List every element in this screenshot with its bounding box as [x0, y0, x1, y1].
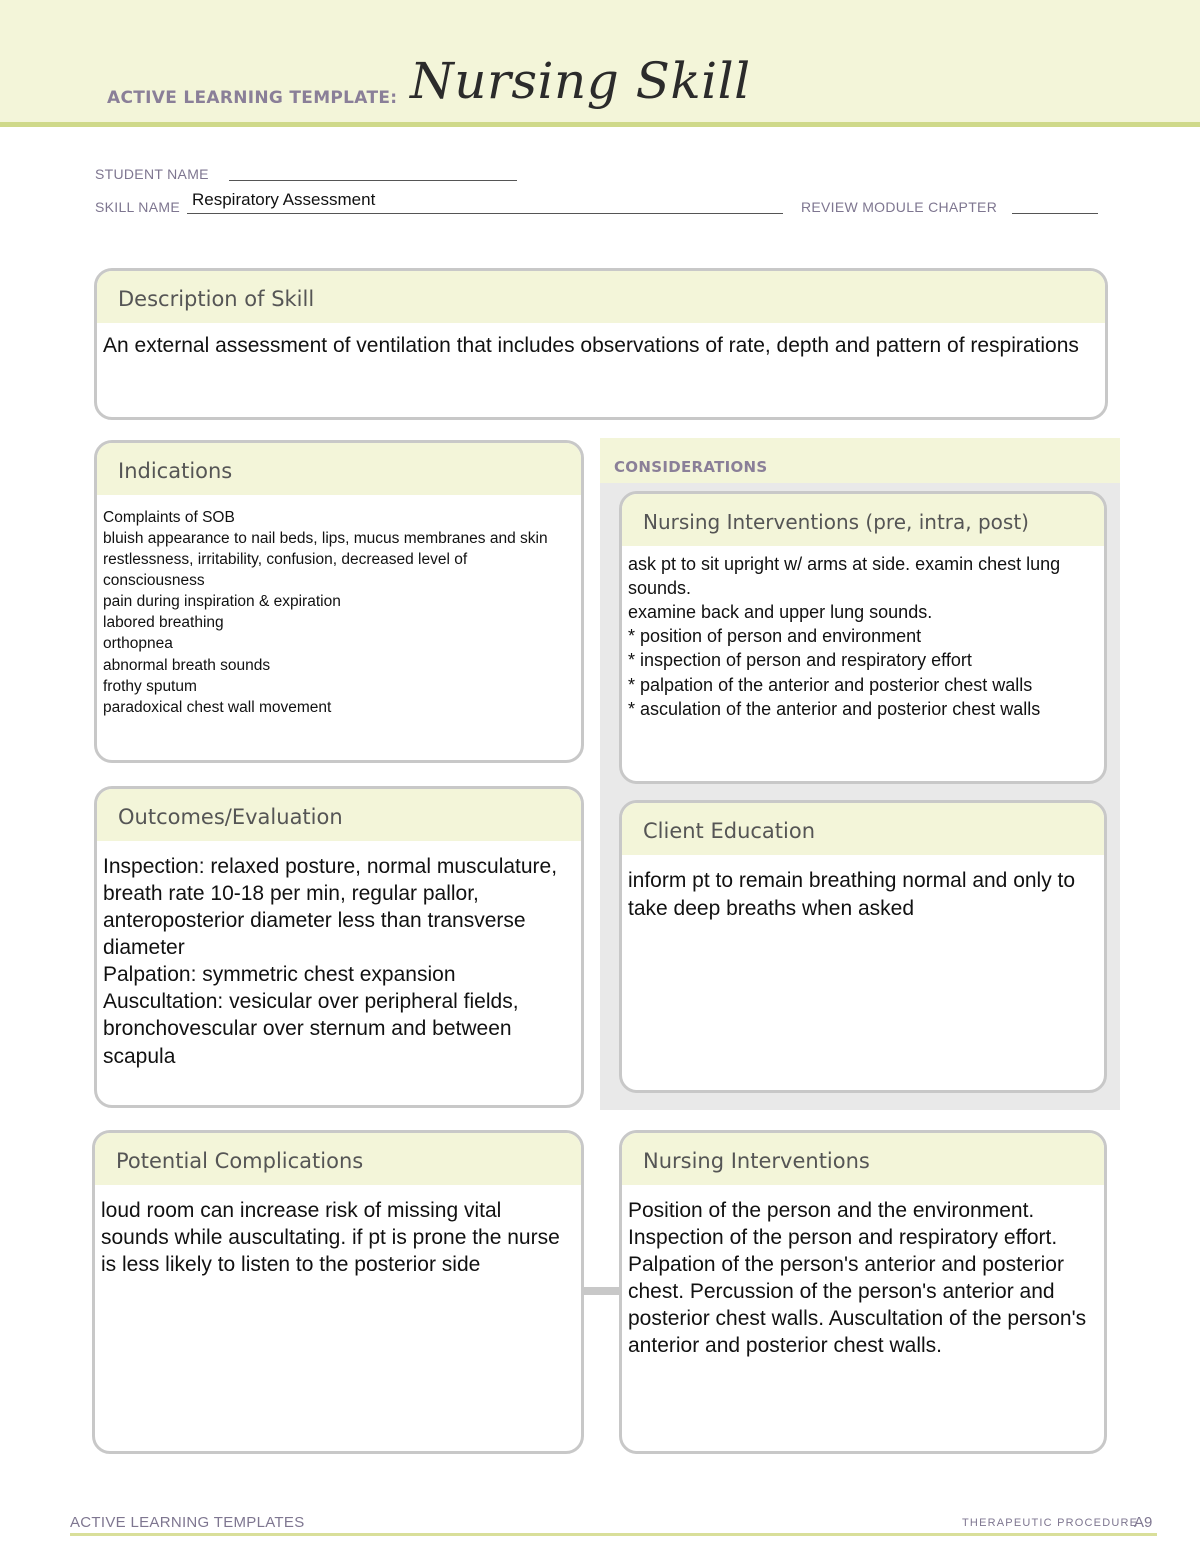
indication-item: restlessness, irritability, confusion, decreased level of consciousness: [103, 551, 468, 590]
description-text: An external assessment of ventilation that includes observations of rate, depth and pattern of respirations: [103, 334, 1079, 357]
client-education-heading: Client Education: [622, 803, 1104, 855]
intervention-item: * palpation of the anterior and posterior chest walls: [628, 674, 1033, 695]
nursing-interventions-text: Position of the person and the environment. Inspection of the person and respiratory effort. Palpation of the person's anterior and posterior chest. Percussion of the person's anterior and posterior chest walls. Auscultation of the person's anterior and posterior chest walls.: [628, 1199, 1087, 1358]
outcome-item: Inspection: relaxed posture, normal musculature, breath rate 10-18 per min, regular pallor, anteroposterior diameter less than transverse diameter: [103, 855, 558, 960]
intervention-item: ask pt to sit upright w/ arms at side. examin chest lung sounds.: [628, 554, 1061, 599]
nursing-interventions-prepost-list: [622, 546, 1104, 721]
nursing-interventions-box: [619, 1130, 1107, 1454]
skill-name-value: Respiratory Assessment: [192, 190, 376, 209]
nursing-interventions-prepost-box: [619, 491, 1107, 784]
client-education-text: inform pt to remain breathing normal and only to take deep breaths when asked: [628, 869, 1076, 920]
review-module-label: REVIEW MODULE CHAPTER: [801, 199, 998, 215]
complications-box: [92, 1130, 584, 1454]
indication-item: Complaints of SOB: [103, 509, 235, 526]
indication-item: labored breathing: [103, 614, 224, 632]
intervention-item: * inspection of person and respiratory effort: [628, 650, 972, 671]
indication-item: bluish appearance to nail beds, lips, mucus membranes and skin: [103, 530, 548, 548]
student-name-label: STUDENT NAME: [95, 166, 209, 182]
page-number: A9: [1134, 1514, 1153, 1531]
complications-heading: Potential Complications: [95, 1133, 581, 1185]
nursing-interventions-prepost-heading: Nursing Interventions (pre, intra, post): [622, 494, 1104, 546]
student-name-field[interactable]: [229, 180, 517, 181]
footer-right: THERAPEUTIC PROCEDURE: [962, 1517, 1139, 1529]
indications-box: [94, 440, 584, 763]
footer-rule: [70, 1533, 1157, 1536]
header-rule: [0, 122, 1200, 127]
intervention-item: * position of person and environment: [628, 626, 922, 647]
template-label: ACTIVE LEARNING TEMPLATE:: [107, 88, 398, 108]
intervention-item: examine back and upper lung sounds.: [628, 602, 933, 623]
client-education-box: [619, 800, 1107, 1093]
page-title: Nursing Skill: [410, 52, 751, 110]
indication-item: pain during inspiration & expiration: [103, 593, 341, 611]
outcomes-box: [94, 786, 584, 1108]
considerations-label: CONSIDERATIONS: [614, 458, 768, 476]
indication-item: orthopnea: [103, 635, 173, 653]
indication-item: paradoxical chest wall movement: [103, 698, 332, 716]
skill-name-field[interactable]: [187, 213, 783, 214]
description-box: [94, 268, 1108, 420]
outcomes-heading: Outcomes/Evaluation: [97, 789, 581, 841]
outcome-item: Palpation: symmetric chest expansion: [103, 963, 456, 987]
intervention-item: * asculation of the anterior and posterior chest walls: [628, 698, 1041, 719]
indications-heading: Indications: [97, 443, 581, 495]
complications-text: loud room can increase risk of missing vital sounds while auscultating. if pt is prone the nurse is less likely to listen to the posterior side: [101, 1199, 560, 1277]
description-heading: Description of Skill: [97, 271, 1105, 323]
connector: [582, 1287, 620, 1295]
outcome-item: Auscultation: vesicular over peripheral fields, bronchovescular over sternum and between scapula: [103, 990, 519, 1068]
indications-list: [97, 495, 581, 718]
footer-left: ACTIVE LEARNING TEMPLATES: [70, 1514, 305, 1531]
outcomes-list: [97, 841, 581, 1070]
review-module-field[interactable]: [1012, 213, 1098, 214]
nursing-interventions-heading: Nursing Interventions: [622, 1133, 1104, 1185]
skill-name-label: SKILL NAME: [95, 199, 180, 215]
indication-item: abnormal breath sounds: [103, 656, 271, 674]
indication-item: frothy sputum: [103, 677, 197, 695]
